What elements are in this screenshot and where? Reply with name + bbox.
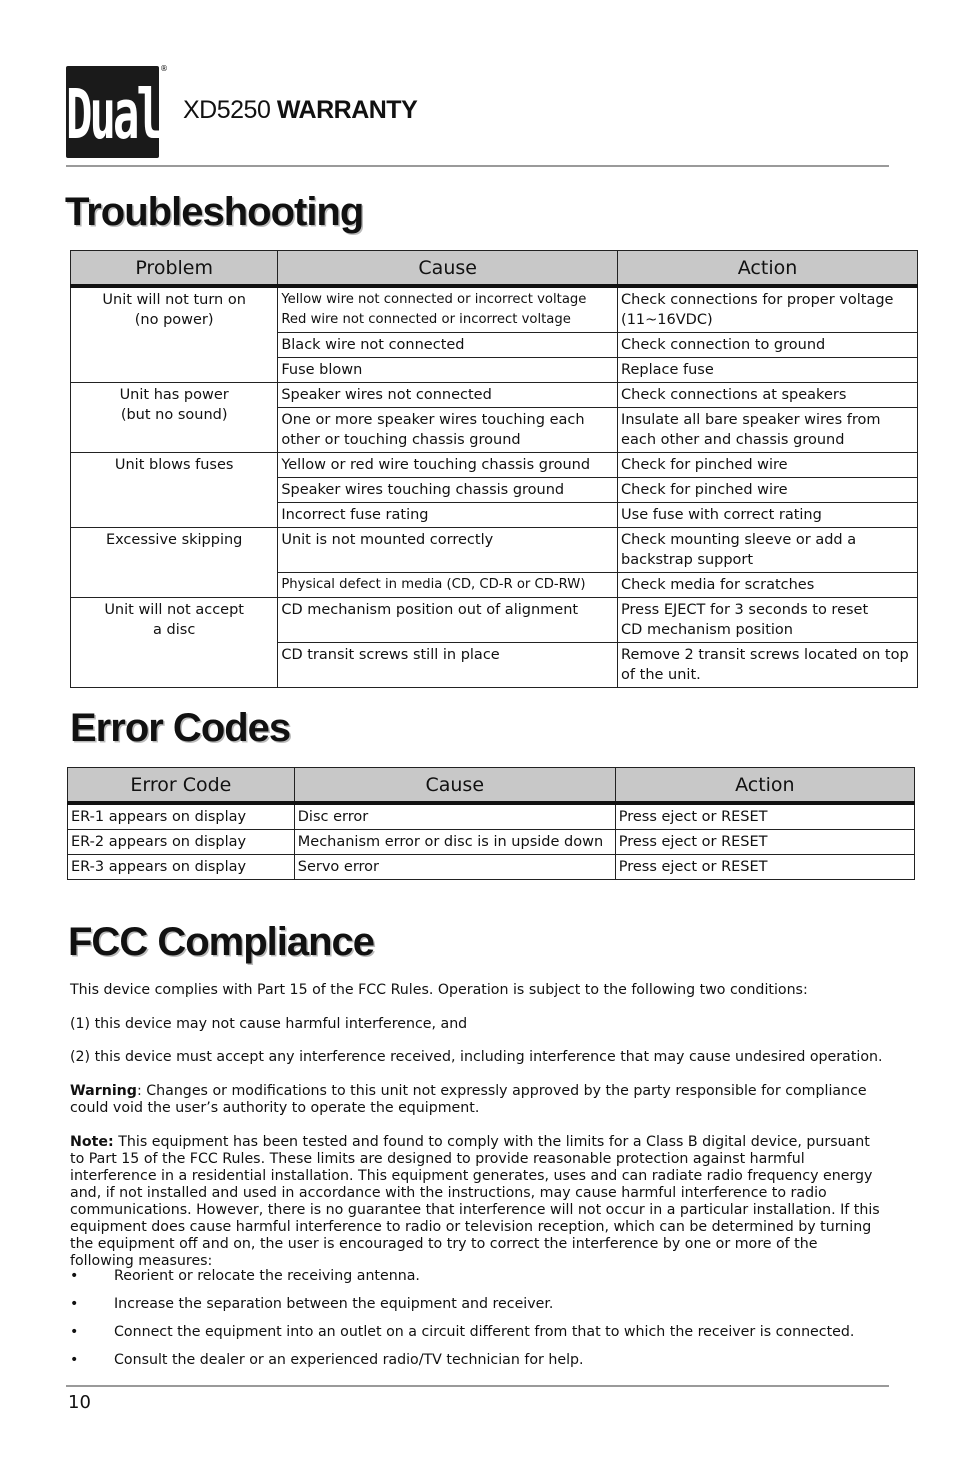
action-text: of the unit. — [621, 667, 701, 683]
cause-cell: Fuse blown — [278, 358, 618, 383]
action-cell — [618, 598, 918, 643]
action-text: Check mounting sleeve or add a — [621, 532, 857, 548]
action-cell — [618, 286, 918, 333]
problem-cell — [71, 286, 278, 383]
cause-cell: CD transit screws still in place — [278, 643, 618, 688]
column-header-cause: Cause — [278, 251, 618, 287]
cause-cell — [278, 286, 618, 333]
action-text: Insulate all bare speaker wires from — [621, 412, 881, 428]
cause-cell: Black wire not connected — [278, 333, 618, 358]
table-row — [71, 598, 918, 643]
action-cell: Check for pinched wire — [618, 478, 918, 503]
table-row — [71, 453, 918, 478]
warranty-label: WARRANTY — [276, 96, 418, 124]
action-cell: Check connections at speakers — [618, 383, 918, 408]
problem-text: Unit blows fuses — [114, 457, 234, 473]
fcc-note — [70, 1134, 885, 1270]
column-header-action: Action — [618, 251, 918, 287]
table-row — [68, 830, 915, 855]
table-row — [71, 286, 918, 333]
error-codes-title: Error Codes — [70, 706, 291, 750]
action-cell: Check connection to ground — [618, 333, 918, 358]
action-text: Press EJECT for 3 seconds to reset — [621, 602, 869, 618]
action-cell: Use fuse with correct rating — [618, 503, 918, 528]
fcc-paragraph-3: (2) this device must accept any interference received, including interference that may cause undesired operation. — [70, 1049, 883, 1065]
cause-cell: CD mechanism position out of alignment — [278, 598, 618, 643]
problem-text: Unit will not turn on — [102, 292, 246, 308]
page-number: 10 — [68, 1392, 91, 1413]
action-cell: Press eject or RESET — [615, 855, 914, 880]
column-header-action: Action — [615, 768, 914, 804]
problem-text: (no power) — [134, 312, 214, 328]
note-label: Note: — [70, 1134, 114, 1150]
fcc-paragraph-1: This device complies with Part 15 of the FCC Rules. Operation is subject to the following two conditions: — [70, 982, 808, 998]
action-cell — [618, 528, 918, 573]
cause-text: other or touching chassis ground — [281, 432, 521, 448]
model-number: XD5250 — [183, 96, 271, 124]
troubleshooting-table — [70, 250, 918, 688]
bullet-icon: • — [70, 1324, 79, 1340]
action-cell: Press eject or RESET — [615, 830, 914, 855]
header-divider — [66, 165, 889, 167]
error-code-cell: ER-3 appears on display — [68, 855, 295, 880]
action-text: Remove 2 transit screws located on top — [621, 647, 909, 663]
error-codes-table — [67, 767, 915, 880]
cause-cell: Disc error — [294, 803, 615, 830]
cause-cell: Physical defect in media (CD, CD-R or CD-RW) — [278, 573, 618, 598]
footer-divider — [66, 1385, 889, 1387]
cause-cell: Yellow or red wire touching chassis ground — [278, 453, 618, 478]
bullet-icon: • — [70, 1296, 79, 1312]
action-cell: Replace fuse — [618, 358, 918, 383]
table-row — [68, 855, 915, 880]
bullet-text: Reorient or relocate the receiving antenna. — [114, 1268, 420, 1284]
action-cell: Check for pinched wire — [618, 453, 918, 478]
action-text: CD mechanism position — [621, 622, 793, 638]
bullet-icon: • — [70, 1268, 79, 1284]
table-row — [71, 383, 918, 408]
problem-text: Unit will not accept — [104, 602, 244, 618]
action-cell — [618, 643, 918, 688]
bullet-text: Increase the separation between the equipment and receiver. — [114, 1296, 554, 1312]
registered-mark: ® — [160, 64, 168, 73]
cause-cell: Speaker wires not connected — [278, 383, 618, 408]
logo-text: Dual — [66, 76, 160, 156]
error-codes-header-row — [68, 768, 915, 804]
warning-text: : Changes or modifications to this unit not expressly approved by the party responsible for compliance could void the user’s authority to operate the equipment. — [70, 1083, 867, 1116]
column-header-error-code: Error Code — [68, 768, 295, 804]
cause-cell: Speaker wires touching chassis ground — [278, 478, 618, 503]
cause-text: Yellow wire not connected or incorrect voltage — [281, 292, 587, 307]
warning-label: Warning — [70, 1083, 137, 1099]
problem-text: Excessive skipping — [105, 532, 243, 548]
action-text: each other and chassis ground — [621, 432, 845, 448]
problem-cell — [71, 598, 278, 688]
cause-cell — [278, 408, 618, 453]
action-cell: Check media for scratches — [618, 573, 918, 598]
action-text: Check connections for proper voltage — [621, 292, 894, 308]
column-header-problem: Problem — [71, 251, 278, 287]
cause-text: Red wire not connected or incorrect voltage — [281, 312, 571, 327]
note-text: This equipment has been tested and found to comply with the limits for a Class B digital device, pursuant to Part 15 of the FCC Rules. These limits are designed to provide reasonable protection against harmful interference in a residential installation. This equipment generates, uses and can radiate radio frequency energy and, if not installed and used in accordance with the instructions, may cause harmful interference to radio communications. However, there is no guarantee that interference will not occur in a particular installation. If this equipment does cause harmful interference to radio or television reception, which can be determined by turning the equipment off and on, the user is encouraged to try to correct the interference by one or more of the following measures: — [70, 1134, 880, 1269]
cause-cell: Incorrect fuse rating — [278, 503, 618, 528]
problem-cell — [71, 453, 278, 528]
bullet-text: Connect the equipment into an outlet on a circuit different from that to which the receiver is connected. — [114, 1324, 855, 1340]
cause-cell: Servo error — [294, 855, 615, 880]
table-row — [68, 803, 915, 830]
problem-cell — [71, 383, 278, 453]
fcc-paragraph-2: (1) this device may not cause harmful interference, and — [70, 1016, 468, 1032]
troubleshooting-header-row — [71, 251, 918, 287]
column-header-cause: Cause — [294, 768, 615, 804]
action-cell: Press eject or RESET — [615, 803, 914, 830]
action-text: (11~16VDC) — [621, 312, 713, 328]
error-code-cell: ER-1 appears on display — [68, 803, 295, 830]
action-text: backstrap support — [621, 552, 754, 568]
header-title — [183, 96, 417, 125]
bullet-text: Consult the dealer or an experienced radio/TV technician for help. — [114, 1352, 584, 1368]
table-row — [71, 528, 918, 573]
troubleshooting-title: Troubleshooting — [65, 190, 364, 234]
error-code-cell: ER-2 appears on display — [68, 830, 295, 855]
cause-cell: Mechanism error or disc is in upside down — [294, 830, 615, 855]
problem-text: (but no sound) — [120, 407, 228, 423]
problem-cell — [71, 528, 278, 598]
action-cell — [618, 408, 918, 453]
problem-text: a disc — [153, 622, 196, 638]
dual-logo — [66, 64, 168, 158]
problem-text: Unit has power — [119, 387, 229, 403]
cause-text: One or more speaker wires touching each — [281, 412, 585, 428]
fcc-warning — [70, 1083, 885, 1117]
bullet-icon: • — [70, 1352, 79, 1368]
cause-cell: Unit is not mounted correctly — [278, 528, 618, 573]
fcc-title: FCC Compliance — [68, 920, 375, 964]
